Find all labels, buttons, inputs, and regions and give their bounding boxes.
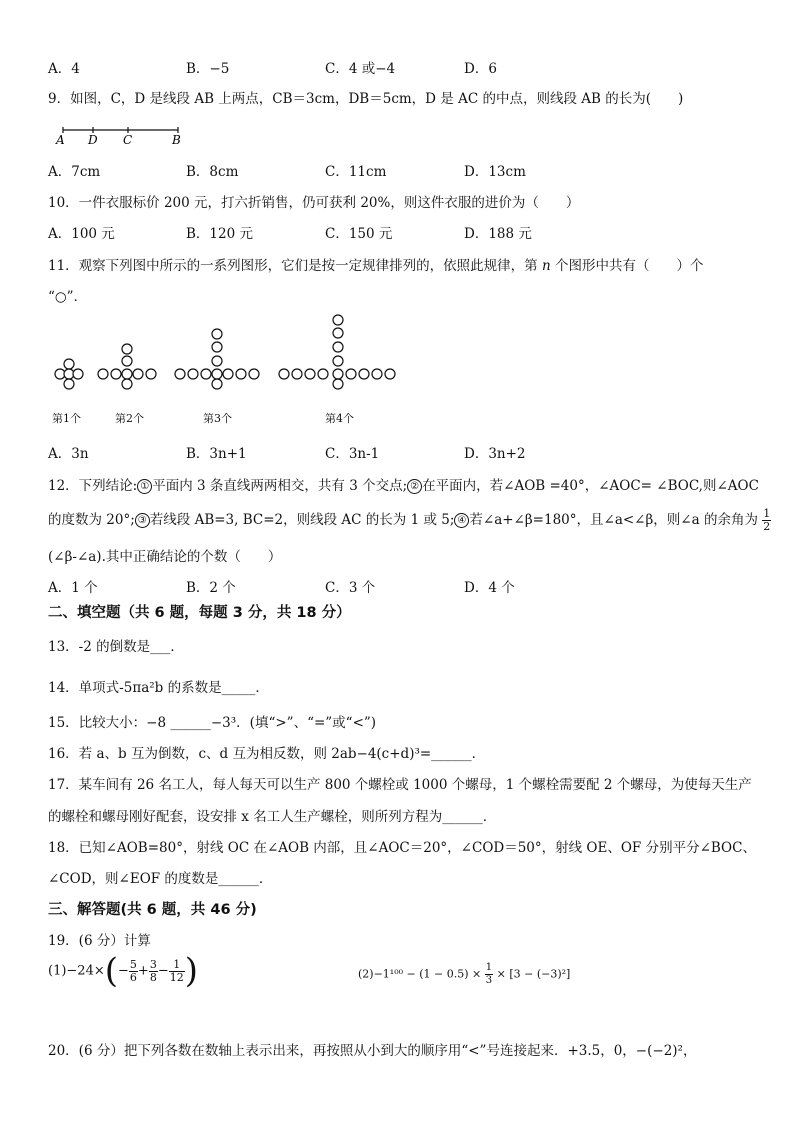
q19-stem: 19．(6 分）计算 [48,933,151,949]
fraction-one-half: $\frac{1}{2}$ [763,507,771,533]
circled-3: ③ [135,513,150,528]
figure-label-3: 第3个 [203,412,232,425]
point-b-label: B [172,133,181,147]
figure-label-4: 第4个 [325,412,354,425]
q12-option-b: B．2 个 [186,580,236,596]
q9-option-d: D．13cm [464,164,526,180]
q11-option-c: C．3n-1 [325,446,380,462]
q10-option-b: B．120 元 [186,226,253,242]
figure-2 [98,344,156,389]
circled-4: ④ [454,513,469,528]
q9-option-b: B．8cm [186,164,239,180]
q8-option-b: B．−5 [186,61,230,77]
q17-line-2: 的螺栓和螺母刚好配套，设安排 x 名工人生产螺栓，则所列方程为______． [48,809,497,825]
figure-1 [55,359,83,389]
figure-4 [279,315,395,389]
figure-label-1: 第1个 [52,412,81,425]
q12-option-c: C．3 个 [325,580,376,596]
q11-stem-cont: “○”． [48,289,88,305]
q10-option-c: C．150 元 [325,226,393,242]
q11-option-d: D．3n+2 [464,446,526,462]
q12-option-d: D．4 个 [464,580,515,596]
section-3-heading: 三、解答题(共 6 题，共 46 分) [48,902,257,918]
q17-line-1: 17．某车间有 26 名工人，每人每天可以生产 800 个螺栓或 1000 个螺母，1 个螺栓需要配 2 个螺母，为使每天生产 [48,777,752,793]
q8-option-d: D．6 [464,61,497,77]
q8-option-c: C．4 或−4 [325,61,396,77]
q11-option-a: A．3n [48,446,89,462]
q18-line-1: 18．已知∠AOB=80°，射线 OC 在∠AOB 内部，且∠AOC＝20°，∠COD＝50°，射线 OE、OF 分别平分∠BOC、 [48,840,756,856]
q19-part-1: (1)−24×(− $\frac{5}{6}$ + $\frac{3}{8}$ − $\frac{1}{12}$ ) [48,951,198,991]
q9-option-c: C．11cm [325,164,387,180]
q9-option-a: A．7cm [48,164,101,180]
q12-option-a: A．1 个 [48,580,98,596]
q12-line-3: (∠β-∠a).其中正确结论的个数（ ） [48,549,282,565]
q10-stem: 10．一件衣服标价 200 元，打六折销售，仍可获利 20%，则这件衣服的进价为（ ） [48,195,580,211]
figure-label-2: 第2个 [115,412,144,425]
circled-1: ① [137,479,152,494]
q10-option-d: D．188 元 [464,226,532,242]
q19-part-2: (2)−1¹⁰⁰ − (1 − 0.5) × $\frac{1}{3}$ × [3 − (−3)²] [358,962,571,986]
q14: 14．单项式-5πa²b 的系数是_____． [48,680,269,696]
q15: 15．比较大小：−8 ______−3³．(填“>”、“=”或“<”) [48,715,377,731]
q11-stem: 11．观察下列图中所示的一系列图形，它们是按一定规律排列的，依照此规律，第 n 个图形中共有（ ）个 [48,258,704,274]
section-2-heading: 二、填空题（共 6 题，每题 3 分，共 18 分） [48,605,351,621]
q20-stem: 20．(6 分）把下列各数在数轴上表示出来，再按照从小到大的顺序用“<”号连接起来．+3.5，0，−(−2)²， [48,1043,697,1059]
q16: 16．若 a、b 互为倒数，c、d 互为相反数，则 2ab−4(c+d)³=______． [48,746,486,762]
q9-stem: 9．如图，C，D 是线段 AB 上两点，CB＝3cm，DB＝5cm，D 是 AC 的中点，则线段 AB 的长为( ) [48,91,684,107]
point-a-label: A [56,133,65,147]
q11-option-b: B．3n+1 [186,446,247,462]
q8-option-a: A．4 [48,61,80,77]
q12-line-2: 的度数为 20°; ③ 若线段 AB=3, BC=2，则线段 AC 的长为 1 或 5; ④ 若∠a+∠β=180°，且∠a<∠β，则∠a 的余角为 $\frac{1}{2}$ [48,507,771,533]
q10-option-a: A．100 元 [48,226,115,242]
circled-2: ② [407,479,422,494]
q18-line-2: ∠COD，则∠EOF 的度数是______． [48,871,273,887]
q9-line-segment-figure [48,120,198,150]
q13: 13．-2 的倒数是___． [48,639,184,655]
q11-circle-pattern-figure [40,310,420,400]
q12-line-1: 12．下列结论: ① 平面内 3 条直线两两相交，共有 3 个交点; ② 在平面内，若∠AOB =40°，∠AOC= ∠BOC,则∠AOC [48,478,759,494]
point-c-label: C [123,133,133,147]
figure-3 [175,329,259,389]
point-d-label: D [88,133,98,147]
